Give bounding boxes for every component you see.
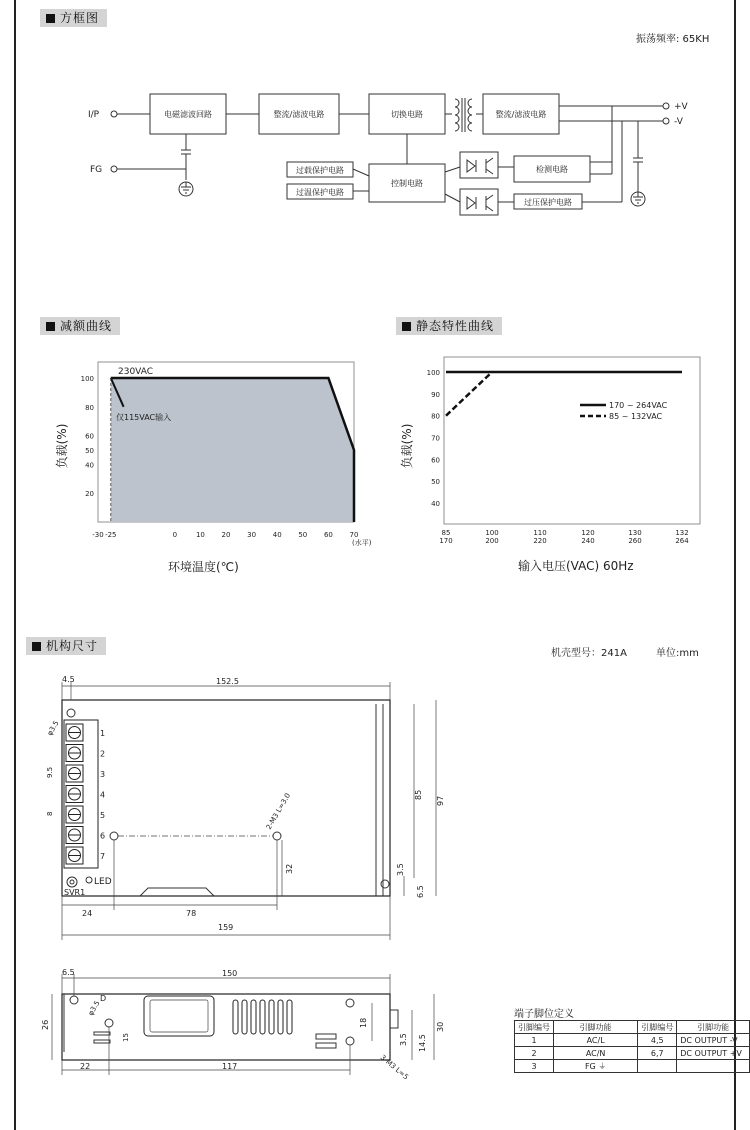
table-row: 2 AC/N 6,7 DC OUTPUT +V (515, 1047, 750, 1060)
pin-table-title: 端子脚位定义 (514, 1009, 574, 1020)
svg-text:32: 32 (285, 863, 294, 874)
static-x-tick: 110 (533, 529, 547, 537)
derating-x-tick: -30 (92, 531, 104, 539)
terminal-number: 5 (100, 811, 106, 820)
header-cell: 引脚功能 (554, 1021, 638, 1034)
svg-text:6.5: 6.5 (416, 885, 425, 898)
svg-text:6.5: 6.5 (62, 968, 75, 977)
derating-x-tick: -25 (105, 531, 117, 539)
svg-text:检测电路: 检测电路 (536, 165, 568, 174)
static-y-tick: 60 (431, 456, 440, 465)
svg-text:117: 117 (222, 1062, 238, 1071)
header-cell: 引脚功能 (677, 1021, 750, 1034)
svg-text:3.5: 3.5 (399, 1033, 408, 1046)
table-header-row (515, 1021, 750, 1034)
derating-x-tick: 60 (323, 531, 333, 539)
svg-text:整流/滤波电路: 整流/滤波电路 (273, 110, 325, 119)
block-diagram-header: 方框图 (40, 9, 107, 27)
terminal-number: 3 (100, 770, 106, 779)
led-label: LED (94, 877, 112, 887)
svg-text:15: 15 (122, 1033, 130, 1042)
svg-text:电磁滤波回路: 电磁滤波回路 (164, 110, 212, 119)
static-x-tick: 132 (675, 529, 689, 537)
derating-xlabel: 环境温度(℃) (168, 560, 239, 574)
static-xlabel: 输入电压(VAC) 60Hz (518, 559, 634, 573)
static-header: 静态特性曲线 (396, 317, 502, 335)
static-x-tick-low: 260 (628, 537, 642, 545)
derating-x-tick: 50 (298, 531, 308, 539)
static-y-tick: 70 (431, 434, 440, 443)
derating-y-tick: 50 (85, 447, 94, 455)
derating-x-tick: 10 (195, 531, 205, 539)
svg-text:97: 97 (436, 795, 445, 806)
terminal-number: 2 (100, 749, 106, 759)
terminal-number: 4 (100, 790, 106, 800)
svg-text:14.5: 14.5 (418, 1034, 427, 1052)
derating-x-tick: 40 (272, 531, 282, 539)
derating-y-tick: 80 (85, 403, 94, 412)
svg-text:整流/滤波电路: 整流/滤波电路 (495, 110, 547, 119)
svg-text:过温保护电路: 过温保护电路 (296, 188, 344, 197)
svg-text:控制电路: 控制电路 (391, 179, 423, 188)
svg-text:78: 78 (186, 909, 197, 918)
mechanical-header: 机构尺寸 (26, 637, 106, 655)
static-x-tick: 120 (581, 529, 595, 537)
table-row: 3 FG ⏚ (515, 1060, 750, 1073)
out-plus-label: +V (674, 102, 688, 112)
derating-x-tick: 30 (247, 531, 257, 539)
svg-text:2-M3 L=3.0: 2-M3 L=3.0 (264, 791, 293, 831)
static-x-tick-low: 264 (675, 537, 689, 545)
case-model: 机壳型号：241A (551, 648, 627, 659)
side-d-mark: D (100, 994, 107, 1003)
static-x-tick: 85 (441, 529, 451, 537)
static-x-tick-low: 240 (581, 537, 595, 545)
fg-label: FG (90, 165, 103, 175)
svg-text:85: 85 (414, 789, 423, 800)
terminal-number: 1 (100, 729, 106, 738)
svg-text:过载保护电路: 过载保护电路 (296, 166, 344, 175)
derating-annot-115: 仅115VAC输入 (116, 413, 172, 422)
terminal-number: 7 (100, 852, 106, 861)
terminal-number: 6 (100, 831, 106, 841)
unit-label: 单位:mm (656, 648, 699, 659)
svg-text:9.5: 9.5 (46, 766, 54, 778)
static-y-tick: 40 (431, 500, 440, 508)
svg-text:切换电路: 切换电路 (391, 110, 423, 119)
derating-y-tick: 20 (85, 490, 94, 499)
static-y-tick: 50 (431, 478, 440, 487)
svg-text:24: 24 (82, 909, 93, 918)
pin-table (514, 1020, 750, 1073)
derating-x-tick: 0 (172, 531, 178, 539)
static-y-tick: 80 (431, 412, 440, 421)
svg-text:22: 22 (80, 1062, 91, 1071)
table-row: 1 AC/L 4,5 DC OUTPUT -V (515, 1034, 750, 1047)
legend-entry-1: 170 ~ 264VAC (609, 401, 668, 410)
static-y-tick: 100 (426, 369, 440, 377)
derating-y-tick: 100 (80, 375, 94, 383)
static-x-tick-low: 170 (439, 537, 453, 545)
svg-text:4.5: 4.5 (62, 675, 75, 684)
out-minus-label: -V (674, 117, 683, 127)
derating-ylabel: 负载(%) (55, 423, 69, 469)
header-cell: 引脚编号 (638, 1021, 677, 1034)
svg-text:152.5: 152.5 (216, 677, 239, 686)
ip-label: I/P (88, 110, 100, 120)
derating-y-tick: 40 (85, 461, 94, 470)
derating-x-tick: 70 (349, 531, 359, 539)
svg-text:18: 18 (359, 1017, 368, 1028)
svg-text:30: 30 (436, 1021, 445, 1032)
derating-annot-230: 230VAC (118, 367, 154, 377)
derating-x-unit: (水平) (352, 539, 372, 547)
static-y-tick: 90 (431, 390, 440, 399)
static-x-tick: 130 (628, 529, 642, 537)
svg-text:3-M3 L=5: 3-M3 L=5 (378, 1053, 410, 1082)
static-x-tick-low: 200 (485, 537, 499, 545)
static-x-tick: 100 (485, 529, 499, 537)
derating-x-tick: 20 (221, 531, 231, 539)
svr-label: SVR1 (64, 888, 86, 897)
svg-text:26: 26 (41, 1019, 50, 1030)
svg-text:8: 8 (46, 811, 54, 816)
derating-header: 减额曲线 (40, 317, 120, 335)
static-ylabel: 负载(%) (400, 423, 414, 469)
static-x-tick-low: 220 (533, 537, 547, 545)
derating-y-tick: 60 (85, 432, 94, 441)
header-cell: 引脚编号 (515, 1021, 554, 1034)
svg-text:φ3.5: φ3.5 (86, 999, 102, 1017)
svg-text:φ3.5: φ3.5 (45, 719, 61, 737)
svg-text:150: 150 (222, 969, 238, 978)
svg-text:过压保护电路: 过压保护电路 (524, 198, 572, 207)
svg-text:3.5: 3.5 (396, 863, 405, 876)
svg-text:159: 159 (218, 923, 234, 932)
legend-entry-2: 85 ~ 132VAC (609, 412, 663, 421)
freq-note: 振荡频率: 65KH (636, 34, 710, 45)
